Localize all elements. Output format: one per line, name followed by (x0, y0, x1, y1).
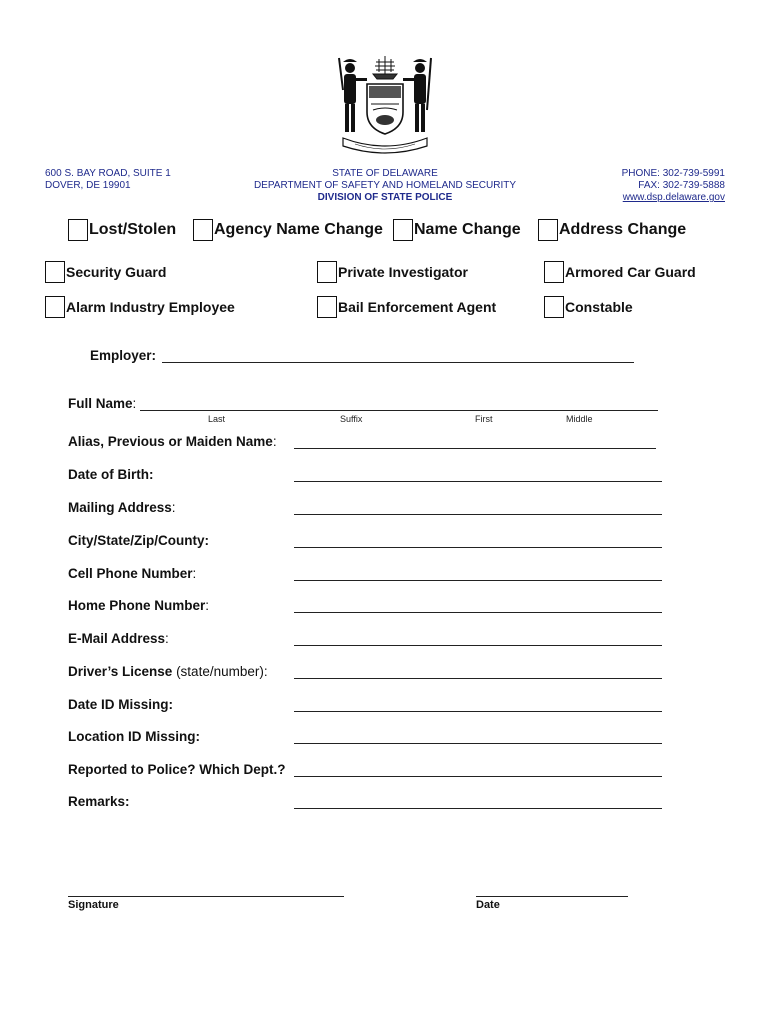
employer-input-line[interactable] (162, 362, 634, 363)
checkbox-box[interactable] (317, 296, 337, 318)
checkbox-box[interactable] (68, 219, 88, 241)
date-of-birth-label (68, 467, 154, 482)
employer-label: Employer: (90, 348, 157, 363)
address-block (45, 168, 171, 192)
reported-to-police-label (68, 762, 286, 777)
checkbox-label: Armored Car Guard (565, 264, 696, 280)
date-label: Date (476, 899, 500, 911)
checkbox-box[interactable] (544, 296, 564, 318)
checkbox-alarm-industry-employee[interactable] (45, 296, 235, 318)
alias-input-line[interactable] (294, 448, 656, 449)
date-id-missing-input-line[interactable] (294, 711, 662, 712)
drivers-license-label (68, 664, 268, 679)
home-phone-input-line[interactable] (294, 612, 662, 613)
checkbox-label: Private Investigator (338, 264, 468, 280)
drivers-license-label-suffix: (state/number): (172, 664, 268, 679)
email-label-suffix: : (165, 631, 169, 646)
date-line[interactable] (476, 896, 628, 897)
signature-label: Signature (68, 899, 119, 911)
cell-phone-label (68, 566, 196, 581)
home-phone-label-text: Home Phone Number (68, 598, 206, 613)
checkbox-box[interactable] (45, 261, 65, 283)
remarks-label (68, 794, 130, 809)
full-name-colon: : (132, 396, 137, 411)
cell-phone-label-suffix: : (192, 566, 197, 581)
agency-division: DIVISION OF STATE POLICE (317, 192, 453, 203)
full-name-sublabel-suffix: Suffix (340, 414, 363, 424)
cell-phone-input-line[interactable] (294, 580, 662, 581)
mailing-address-input-line[interactable] (294, 514, 662, 515)
checkbox-box[interactable] (538, 219, 558, 241)
checkbox-armored-car-guard[interactable] (544, 261, 696, 283)
checkbox-label: Address Change (559, 221, 687, 238)
remarks-input-line[interactable] (294, 808, 662, 809)
full-name-input-line[interactable] (140, 410, 658, 411)
checkbox-box[interactable] (317, 261, 337, 283)
alias-label (68, 434, 277, 449)
mailing-address-label-suffix: : (171, 500, 176, 515)
reported-to-police-label-text: Reported to Police? Which Dept.? (68, 762, 286, 777)
address-line2: DOVER, DE 19901 (45, 180, 131, 191)
checkbox-label: Bail Enforcement Agent (338, 299, 497, 315)
drivers-license-label-text: Driver’s License (68, 664, 173, 679)
date-id-missing-label (68, 697, 173, 712)
checkbox-label: Constable (565, 299, 633, 315)
mailing-address-label-text: Mailing Address (68, 500, 172, 515)
checkbox-box[interactable] (393, 219, 413, 241)
alias-label-text: Alias, Previous or Maiden Name (68, 434, 273, 449)
checkbox-agency-name-change[interactable] (193, 219, 383, 241)
checkbox-bail-enforcement-agent[interactable] (317, 296, 496, 318)
agency-department: DEPARTMENT OF SAFETY AND HOMELAND SECURITY (253, 180, 517, 191)
agency-state: STATE OF DELAWARE (332, 168, 438, 179)
checkbox-box[interactable] (45, 296, 65, 318)
checkbox-constable[interactable] (544, 296, 633, 318)
checkbox-label: Agency Name Change (214, 221, 383, 238)
email-label (68, 631, 169, 646)
home-phone-label (68, 598, 209, 613)
checkbox-label: Name Change (414, 221, 521, 238)
checkbox-label: Security Guard (66, 264, 167, 280)
city-state-zip-label (68, 533, 209, 548)
phone-number: PHONE: 302-739-5991 (621, 168, 725, 179)
alias-label-suffix: : (272, 434, 277, 449)
city-state-zip-input-line[interactable] (294, 547, 662, 548)
contact-block (622, 168, 725, 204)
address-line1: 600 S. BAY ROAD, SUITE 1 (45, 168, 171, 179)
signature-line[interactable] (68, 896, 344, 897)
checkbox-box[interactable] (544, 261, 564, 283)
checkbox-name-change[interactable] (393, 219, 521, 241)
mailing-address-label (68, 500, 176, 515)
website-link[interactable]: www.dsp.delaware.gov (622, 192, 725, 203)
location-id-missing-label-text: Location ID Missing: (68, 729, 201, 744)
fax-number: FAX: 302-739-5888 (638, 180, 725, 191)
email-input-line[interactable] (294, 645, 662, 646)
full-name-label-text: Full Name (68, 396, 133, 411)
delaware-state-seal-icon (333, 50, 437, 160)
home-phone-label-suffix: : (205, 598, 210, 613)
email-label-text: E-Mail Address (68, 631, 166, 646)
cell-phone-label-text: Cell Phone Number (68, 566, 193, 581)
checkbox-lost-stolen[interactable] (68, 219, 176, 241)
full-name-sublabel-first: First (475, 414, 493, 424)
reported-to-police-input-line[interactable] (294, 776, 662, 777)
checkbox-security-guard[interactable] (45, 261, 166, 283)
date-of-birth-label-text: Date of Birth: (68, 467, 154, 482)
drivers-license-input-line[interactable] (294, 678, 662, 679)
checkbox-private-investigator[interactable] (317, 261, 468, 283)
checkbox-label: Alarm Industry Employee (66, 299, 235, 315)
remarks-label-text: Remarks: (68, 794, 130, 809)
full-name-label (68, 396, 136, 411)
location-id-missing-input-line[interactable] (294, 743, 662, 744)
full-name-sublabel-last: Last (208, 414, 226, 424)
date-id-missing-label-text: Date ID Missing: (68, 697, 174, 712)
date-of-birth-input-line[interactable] (294, 481, 662, 482)
location-id-missing-label (68, 729, 200, 744)
city-state-zip-label-text: City/State/Zip/County: (68, 533, 209, 548)
checkbox-box[interactable] (193, 219, 213, 241)
full-name-sublabel-middle: Middle (566, 414, 593, 424)
checkbox-label: Lost/Stolen (89, 221, 177, 238)
checkbox-address-change[interactable] (538, 219, 686, 241)
agency-block (235, 168, 535, 204)
